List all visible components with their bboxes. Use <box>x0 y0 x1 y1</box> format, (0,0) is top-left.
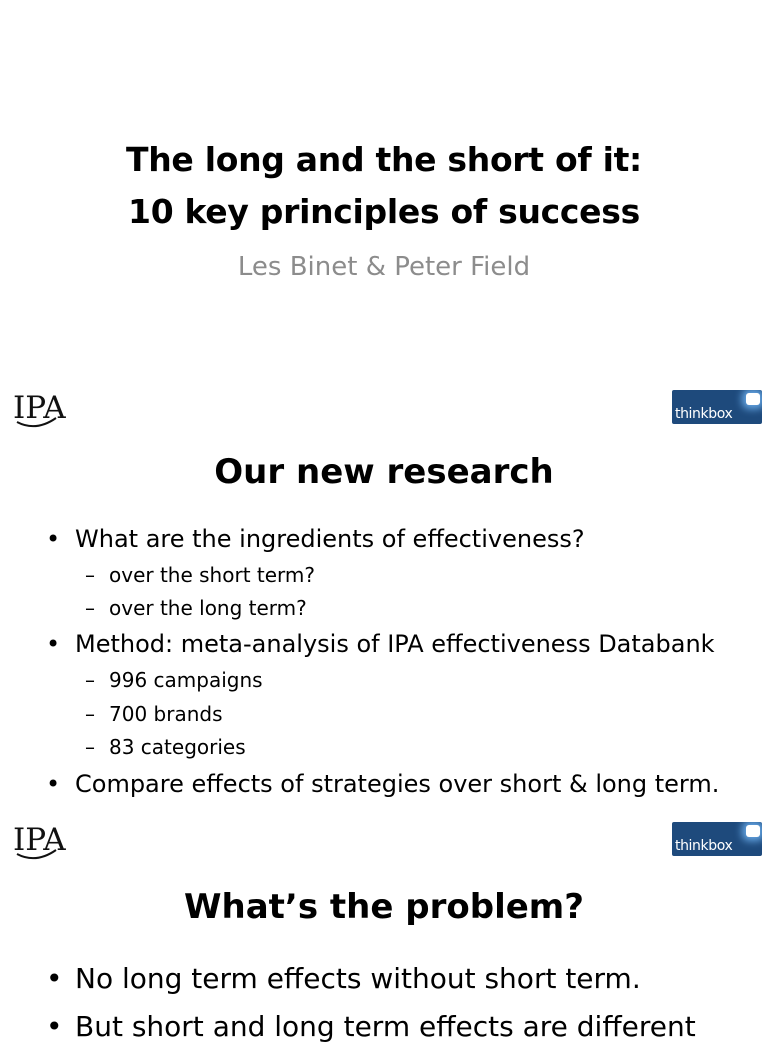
dash-icon: – <box>85 668 95 692</box>
slide2-sub-bullet: over the short term? <box>109 563 316 587</box>
dash-icon: – <box>85 702 95 726</box>
thinkbox-glow-icon <box>746 825 760 837</box>
ipa-logo <box>12 820 92 862</box>
slide1-title-line2: 10 key principles of success <box>128 192 640 231</box>
slide2-sub-bullet: 700 brands <box>109 702 223 726</box>
ipa-logo <box>12 388 92 430</box>
ipa-logo-text: IPA <box>13 822 66 858</box>
thinkbox-glow-icon <box>746 393 760 405</box>
dash-icon: – <box>85 563 95 587</box>
slide3-bullet-1: No long term effects without short term. <box>75 962 641 995</box>
bullet-dot-icon: • <box>46 630 61 658</box>
dash-icon: – <box>85 596 95 620</box>
bullet-dot-icon: • <box>46 1010 63 1043</box>
slide2-bullet-2: Method: meta-analysis of IPA effectiveness Databank <box>75 630 715 658</box>
slide2-sub-bullet: 83 categories <box>109 735 246 759</box>
slide3-heading: What’s the problem? <box>184 887 584 927</box>
slide2-bullet-3: Compare effects of strategies over short & long term. <box>75 770 720 798</box>
slide2-heading: Our new research <box>214 452 554 492</box>
bullet-dot-icon: • <box>46 525 61 553</box>
slide3-bullet-2: But short and long term effects are different <box>75 1010 696 1043</box>
thinkbox-logo-text: thinkbox <box>675 406 733 422</box>
bullet-dot-icon: • <box>46 770 61 798</box>
bullet-dot-icon: • <box>46 962 63 995</box>
thinkbox-logo <box>672 822 762 856</box>
slide1-title <box>0 134 768 238</box>
thinkbox-logo <box>672 390 762 424</box>
slide1-subtitle: Les Binet & Peter Field <box>237 252 531 282</box>
slide2-sub-bullet: over the long term? <box>109 596 307 620</box>
slide2-sub-bullet: 996 campaigns <box>109 668 263 692</box>
slide2-bullet-1: What are the ingredients of effectiveness? <box>75 525 585 553</box>
slide1-title-line1: The long and the short of it: <box>126 140 642 179</box>
thinkbox-logo-text: thinkbox <box>675 838 733 854</box>
dash-icon: – <box>85 735 95 759</box>
ipa-logo-text: IPA <box>13 390 66 426</box>
